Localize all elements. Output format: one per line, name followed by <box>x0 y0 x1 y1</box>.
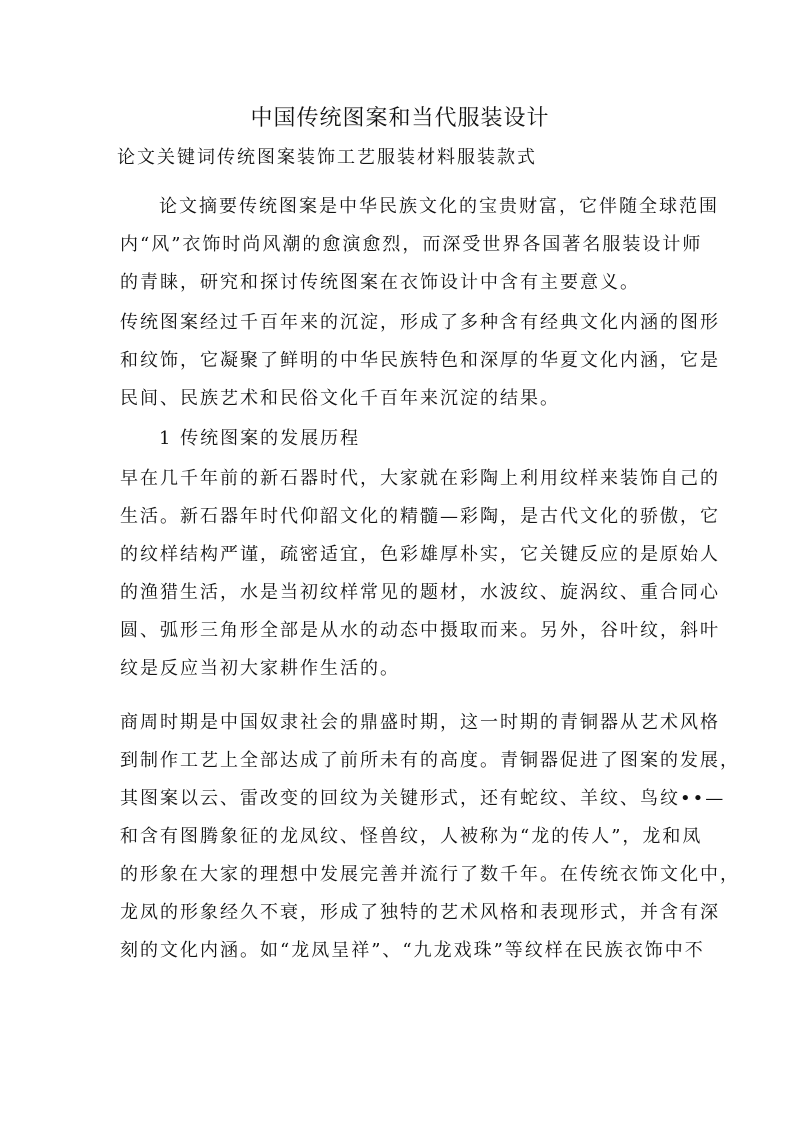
paragraph-3-line-5: 的形象在大家的理想中发展完善并流行了数千年。在传统衣饰文化中， <box>120 864 740 885</box>
paragraph-2-line-1: 早在几千年前的新石器时代，大家就在彩陶上利用纹样来装饰自己的 <box>120 468 720 489</box>
paragraph-3-line-3: 其图案以云、雷改变的回纹为关键形式，还有蛇纹、羊纹、鸟纹••— <box>120 788 726 809</box>
document-title: 中国传统图案和当代服装设计 <box>250 106 550 131</box>
section-heading: 1 传统图案的发展历程 <box>159 428 361 449</box>
paragraph-3-line-4: 和含有图腾象征的龙凤纹、怪兽纹，人被称为“龙的传人”，龙和凤 <box>120 826 703 847</box>
paragraph-2-line-5: 圆、弧形三角形全部是从水的动态中摄取而来。另外，谷叶纹，斜叶 <box>120 620 720 641</box>
abstract-line-2: 内“风”衣饰时尚风潮的愈演愈烈，而深受世界各国著名服装设计师 <box>120 234 703 255</box>
paragraph-2-line-3: 的纹样结构严谨，疏密适宜，色彩雄厚朴实，它关键反应的是原始人 <box>120 544 720 565</box>
paragraph-2-line-2: 生活。新石器年时代仰韶文化的精髓—彩陶，是古代文化的骄傲，它 <box>120 506 720 527</box>
paragraph-3-line-1: 商周时期是中国奴隶社会的鼎盛时期，这一时期的青铜器从艺术风格 <box>120 712 720 733</box>
paragraph-1-line-3: 民间、民族艺术和民俗文化千百年来沉淀的结果。 <box>120 388 560 409</box>
paragraph-3-line-7: 刻的文化内涵。如“龙凤呈祥”、“九龙戏珠”等纹样在民族衣饰中不 <box>120 940 705 961</box>
paragraph-3-line-2: 到制作工艺上全部达成了前所未有的高度。青铜器促进了图案的发展， <box>120 750 740 771</box>
paragraph-3-line-6: 龙凤的形象经久不衰，形成了独特的艺术风格和表现形式，并含有深 <box>120 902 720 923</box>
paragraph-2-line-6: 纹是反应当初大家耕作生活的。 <box>120 658 400 679</box>
paragraph-1-line-1: 传统图案经过千百年来的沉淀，形成了多种含有经典文化内涵的图形 <box>120 312 720 333</box>
abstract-line-3: 的青睐，研究和探讨传统图案在衣饰设计中含有主要意义。 <box>120 272 640 293</box>
keywords-line: 论文关键词传统图案装饰工艺服装材料服装款式 <box>117 147 537 168</box>
paragraph-2-line-4: 的渔猎生活，水是当初纹样常见的题材，水波纹、旋涡纹、重合同心 <box>120 582 720 603</box>
paragraph-1-line-2: 和纹饰，它凝聚了鲜明的中华民族特色和深厚的华夏文化内涵，它是 <box>120 350 720 371</box>
abstract-line-1: 论文摘要传统图案是中华民族文化的宝贵财富，它伴随全球范围 <box>159 196 719 217</box>
